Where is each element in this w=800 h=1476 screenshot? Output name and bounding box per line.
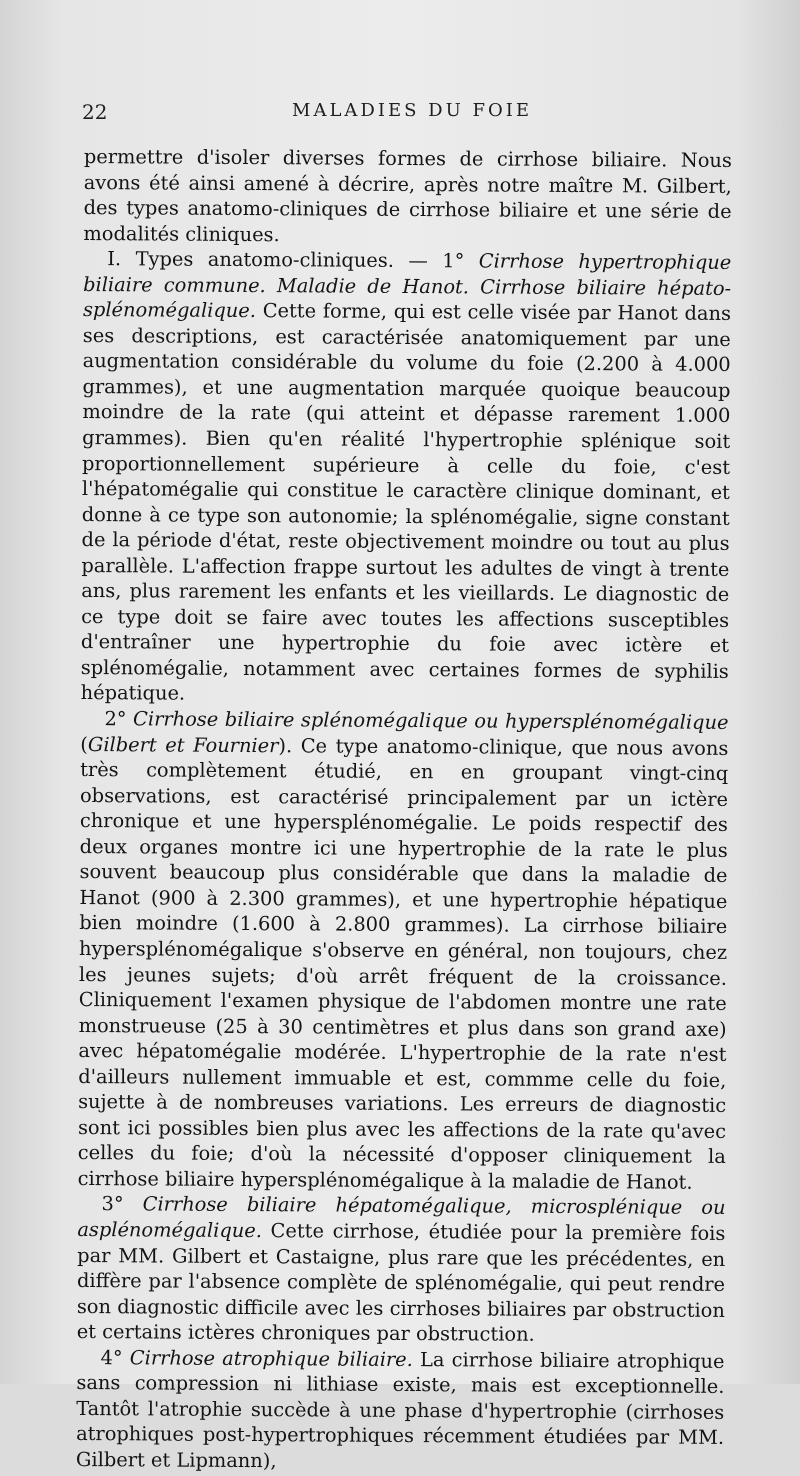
paragraph-type-3 <box>77 1191 726 1348</box>
body-text <box>76 144 732 1476</box>
running-head: MALADIES DU FOIE <box>292 100 532 121</box>
paragraph-type-1 <box>81 246 732 710</box>
section-title: Cirrhose biliaire splénomégalique ou hypersplénomégalique <box>133 707 729 734</box>
citation: Gilbert et Fournier <box>87 732 279 757</box>
paragraph-intro <box>83 144 732 250</box>
paren-open: ( <box>80 732 88 756</box>
paragraph-lead: 2° <box>104 707 134 731</box>
paragraph-lead: 3° <box>101 1192 143 1216</box>
paragraph-lead: 4° <box>100 1345 130 1370</box>
paragraph-lead: I. Types anatomo-cliniques. — 1° <box>107 247 479 273</box>
paragraph-text: Ce type anatomo-clinique, que nous avons très complètement étudié, en en groupant vingt-cinq observations, est caractérisé principalement par un ictère chronique et une hypersplénomégalie. Le poids respectif des deux organes montre ici une hypertrophie de la rate le plus souvent beaucoup plus considérable que dans la maladie de Hanot (900 à 2.300 grammes), et une hypertrophie hépatique bien moindre (1.600 à 2.800 grammes). La cirrhose biliaire hypersplénomégalique s'observe en général, non toujours, chez les jeunes sujets; d'où arrêt fréquent de la croissance. Cliniquement l'examen physique de l'abdomen montre une rate monstrueuse (25 à 30 centimètres et plus dans son grand axe) avec hépatomégalie modérée. L'hypertrophie de la rate n'est d'ailleurs nullement immuable et est, commme celle du foie, sujette à de nombreuses variations. Les erreurs de diagnostic sont ici possibles bien plus avec les affections de la rate qu'avec celles du foie; d'où la nécessité d'opposer cliniquement la cirrhose biliaire hypersplénomégalique à la maladie de Hanot. <box>77 733 729 1194</box>
paragraph-text: Cette cirrhose, étudiée pour la première fois par MM. Gilbert et Castaigne, plus rare que les précédentes, en diffère par l'absence complète de splénomégalie, qui peut rendre son diagnostic difficile avec les cirrhoses biliaires par obstruction et certains ictères chroniques par obstruction. <box>76 1219 726 1346</box>
paragraph-type-2 <box>78 706 729 1195</box>
paragraph-text: La cirrhose biliaire atrophique sans compression ni lithiase existe, mais est exceptionnelle. Tantôt l'atrophie succède à une phase d'hypertrophie (cirrhoses atrophiques post-hypertrophiques récemment étudiées par MM. Gilbert et Lipmann), <box>75 1347 725 1473</box>
paragraph-text: permettre d'isoler diverses formes de cirrhose biliaire. Nous avons été ainsi amené à décrire, après notre maître M. Gilbert, des types anatomo-cliniques de cirrhose biliaire et une série de modalités cliniques. <box>83 144 732 246</box>
paragraph-text: Cette forme, qui est celle visée par Hanot dans ses descriptions, est caractérisée anatomiquement par une augmentation considérable du volume du foie (2.200 à 4.000 grammes), et une augmentation marquée quoique beaucoup moindre de la rate (qui atteint et dépasse rarement 1.000 grammes). Bien qu'en réalité l'hypertrophie splénique soit proportionnellement supérieure à celle du foie, c'est l'hépatomégalie qui constitue le caractère clinique dominant, et donne à ce type son autonomie; la splénomégalie, signe constant de la période d'état, reste objectivement moindre ou tout au plus parallèle. L'affection frappe surtout les adultes de vingt à trente ans, plus rarement les enfants et les vieillards. Le diagnostic de ce type doit se faire avec toutes les affections susceptibles d'entraîner une hypertrophie du foie avec ictère et splénomégalie, notamment avec certaines formes de syphilis hépatique. <box>80 299 732 706</box>
paragraph-type-4 <box>76 1345 725 1476</box>
paren-close: ). <box>278 733 293 757</box>
page-number: 22 <box>82 100 108 124</box>
page-header <box>82 100 742 130</box>
section-title: Cirrhose hypertrophique biliaire commune. Maladie de Hanot. Cirrhose biliaire hépato-splénomégalique. <box>82 249 732 323</box>
section-title: Cirrhose biliaire hépatomégalique, microsplénique ou asplénomégalique. <box>77 1192 726 1243</box>
section-title: Cirrhose atrophique biliaire. <box>129 1346 413 1371</box>
